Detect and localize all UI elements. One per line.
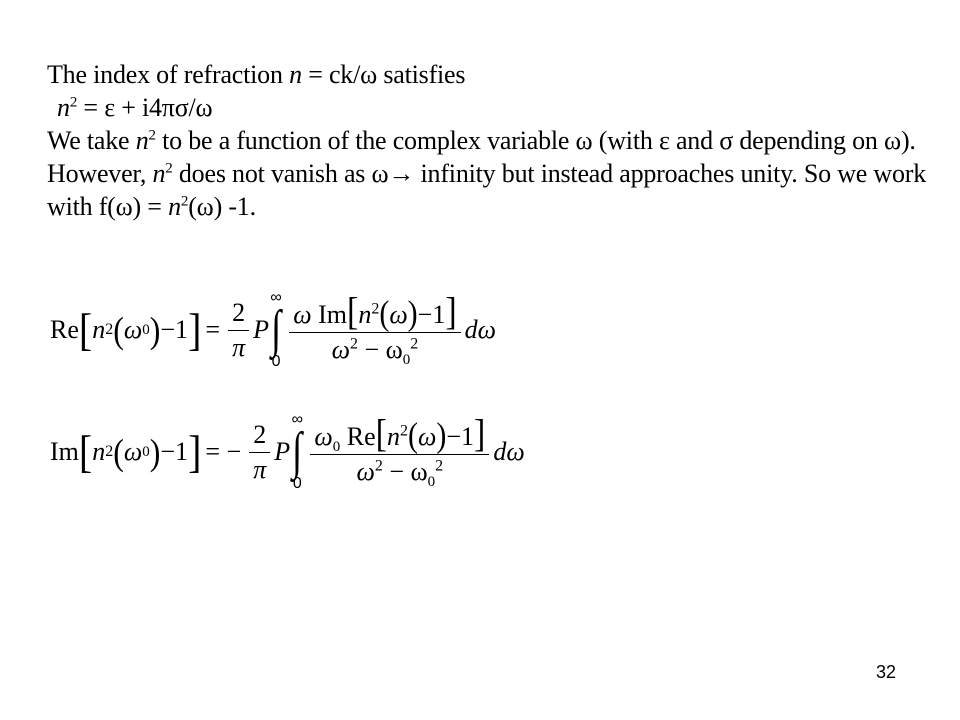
line-text: with f(ω) = [47,192,169,221]
right-paren: ) [407,293,418,332]
fraction-denominator: π [253,454,267,484]
right-paren: ) [149,431,161,473]
symbol-omega: ω [356,456,375,486]
re-operator: Re [50,315,79,344]
integral-sign-icon: ∫ [271,301,282,358]
right-paren: ) [149,309,161,351]
superscript: 2 [399,421,408,439]
integrand-numerator [310,412,489,456]
line-5 [47,190,897,223]
symbol-omega: ω [123,315,143,344]
integrand-numerator [289,290,460,334]
left-paren: ( [113,309,124,351]
symbol-n: n [168,192,181,221]
symbol-n: n [92,437,106,466]
left-bracket: [ [346,290,359,334]
right-bracket: ] [445,290,457,334]
integral-lower-limit: 0 [292,475,302,492]
integral-upper-limit: ∞ [270,289,282,306]
line-text: = ck/ω satisfies [301,60,466,89]
superscript: 2 [69,94,78,111]
symbol-omega: ω [123,437,143,466]
symbol-omega: ω [389,299,408,329]
minus-one: −1 [160,315,189,344]
coefficient-fraction [249,420,270,485]
differential: dω [464,315,497,344]
differential: dω [493,437,525,466]
superscript: 2 [435,456,444,474]
left-paren: ( [379,293,390,332]
integral [290,412,304,492]
line-4 [47,157,927,190]
text-block [47,58,927,223]
symbol-n: n [135,126,149,155]
subscript: 0 [427,473,436,490]
fraction-numerator: 2 [249,420,270,453]
right-paren: ) [436,415,447,454]
im-operator: Im [50,437,79,466]
kramers-kronig-imag-formula: Im [ n 2 ( ω 0 ) −1 ] = − $\frac{2}{\pi}$ P ∞ ∫ 0 $\frac{\omega_0 Re[n^2(\omega)-1]}{\omega^2 - \omega_0^2}$ dω [50,411,525,492]
equals-minus-sign: = − [205,437,242,466]
minus-omega: − ω [364,334,403,364]
symbol-omega: ω [417,421,437,451]
page-number: 32 [876,662,897,682]
im-operator: Im [318,299,347,329]
integral [269,290,283,370]
line-2 [47,91,897,124]
equals-sign: = [205,315,221,344]
left-bracket: [ [78,425,93,478]
left-paren: ( [407,415,418,454]
symbol-omega: ω [314,421,333,451]
superscript: 2 [165,160,173,177]
minus-one: −1 [446,421,474,451]
fraction-numerator: 2 [228,298,249,331]
coefficient-fraction [228,298,249,363]
symbol-n: n [152,159,166,188]
left-bracket: [ [375,412,387,456]
line-text: does not vanish as ω→ infinity but instead approaches unity. So we work [172,159,927,188]
subscript: 0 [332,438,341,455]
integral-upper-limit: ∞ [291,411,303,428]
symbol-omega: ω [331,334,350,364]
line-text: (ω) -1. [188,192,256,221]
integrand-denominator [328,333,423,368]
principal-value-symbol: P [274,437,291,466]
symbol-n: n [92,315,106,344]
fraction-denominator: π [232,332,246,362]
subscript: 0 [402,351,411,368]
minus-one: −1 [160,437,189,466]
line-text: to be a function of the complex variable ω (with ε and σ depending on ω). [155,126,916,155]
integrand-denominator [353,455,448,490]
line-text: = ε + i4πσ/ω [77,93,213,122]
right-bracket: ] [188,425,202,478]
line-text: We take [47,126,136,155]
symbol-n: n [358,299,372,329]
right-bracket: ] [474,412,486,456]
superscript: 2 [349,334,358,352]
symbol-n: n [386,421,400,451]
right-bracket: ] [188,303,202,356]
line-1 [47,58,897,91]
left-bracket: [ [78,303,93,356]
minus-one: −1 [417,299,446,329]
integrand-fraction [289,290,460,368]
symbol-omega: ω [293,299,312,329]
line-text: However, [47,159,153,188]
line-text: The index of refraction [47,60,290,89]
symbol-n: n [57,93,70,122]
symbol-n: n [289,60,302,89]
superscript: 2 [371,299,380,317]
principal-value-symbol: P [253,315,269,344]
re-operator: Re [346,421,376,451]
superscript: 2 [410,334,419,352]
minus-omega: − ω [389,456,428,486]
superscript: 2 [180,193,189,210]
left-paren: ( [113,431,124,473]
integral-sign-icon: ∫ [292,423,303,480]
line-3 [47,124,916,157]
integral-lower-limit: 0 [271,353,281,370]
integrand-fraction [310,412,489,490]
kramers-kronig-real-formula: Re [ n 2 ( ω 0 ) −1 ] = $\frac{2}{\pi}$ P ∞ ∫ 0 $\frac{\omega Im[n^2(\omega)-1]}{\omega^2 - \omega_0^2}$ dω [50,289,497,370]
superscript: 2 [148,127,156,144]
superscript: 2 [374,456,383,474]
